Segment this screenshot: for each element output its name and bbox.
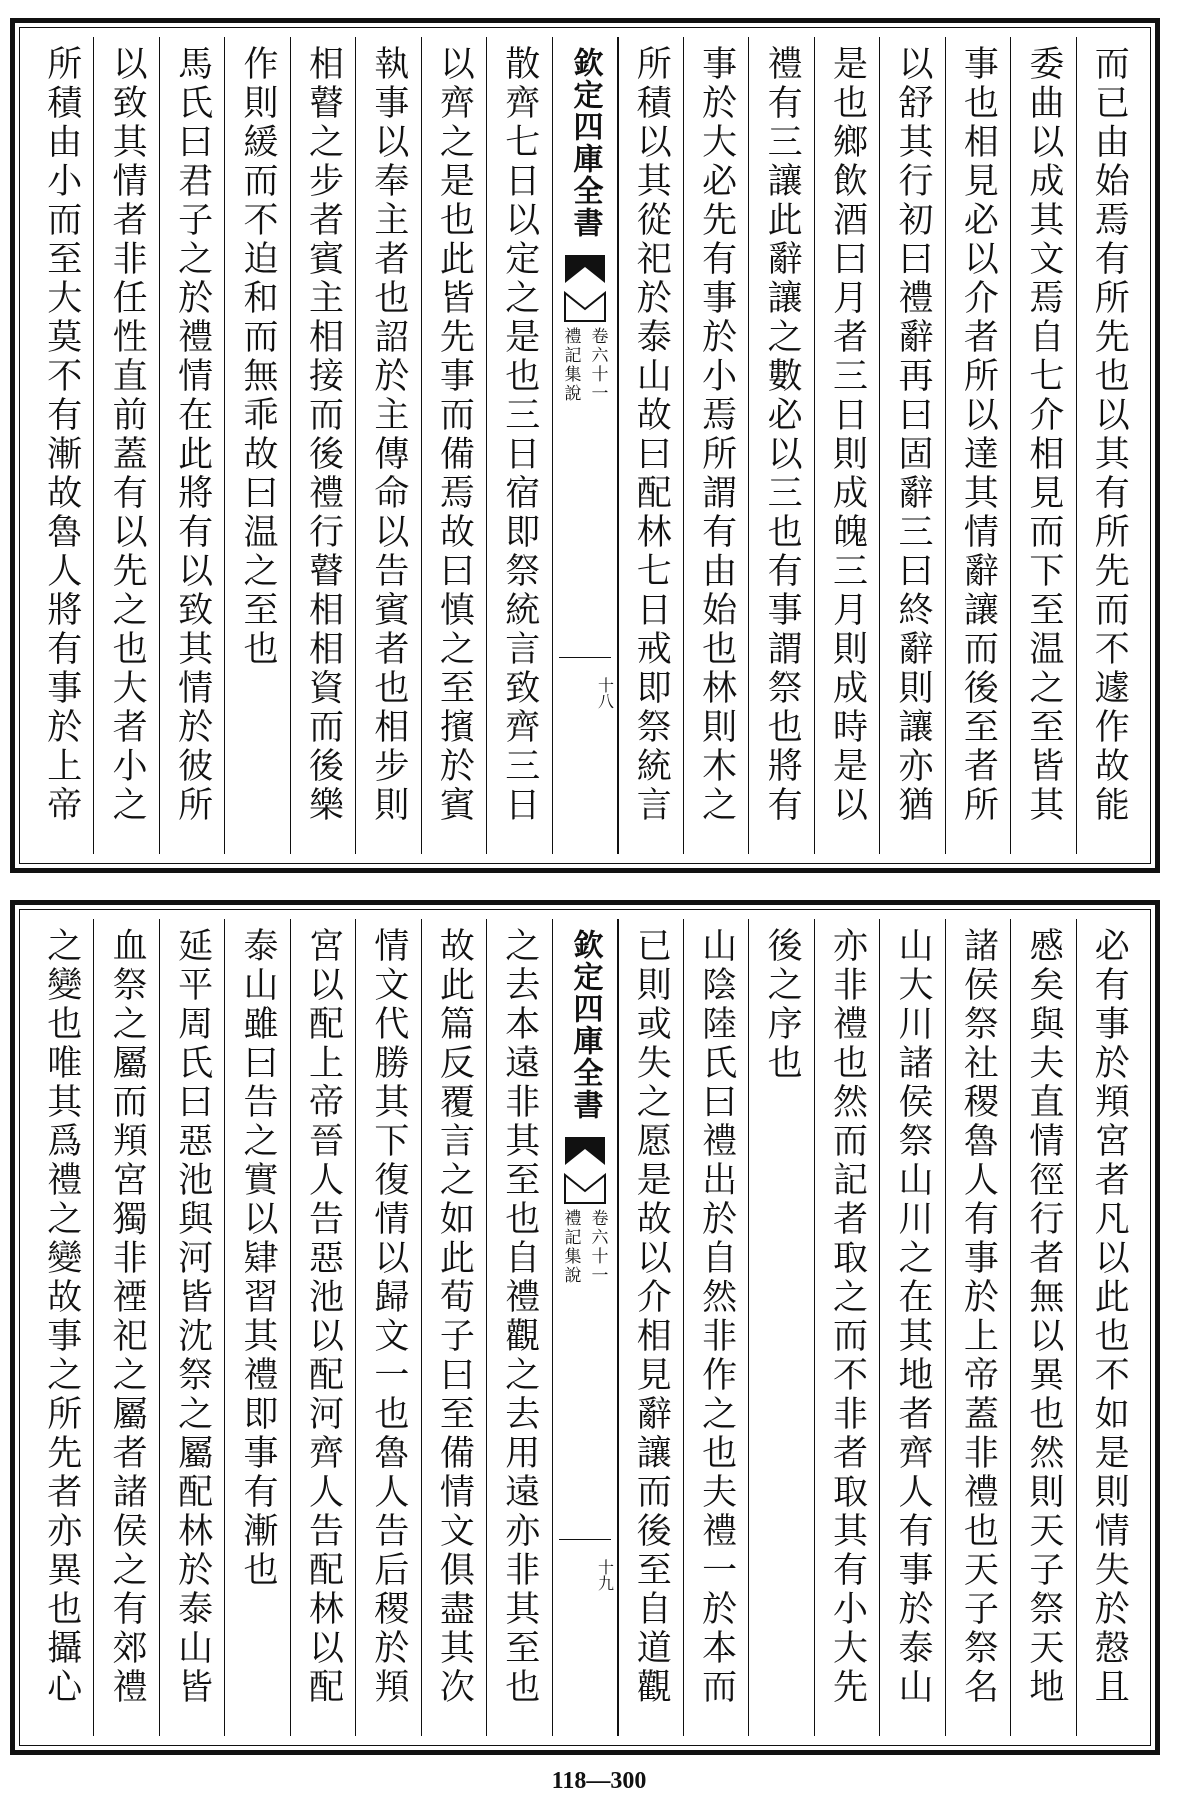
column-text: 相瞽之步者賓主相接而後禮行瞽相相資而後樂 <box>303 45 344 825</box>
top-page-panel <box>10 18 1160 873</box>
text-column <box>29 919 93 1736</box>
text-column <box>224 37 289 854</box>
text-column <box>945 919 1010 1736</box>
column-grid <box>29 919 1141 1736</box>
column-text: 亦非禮也然而記者取之而不非者取其有小大先 <box>827 927 868 1707</box>
leaf-rule <box>559 1539 611 1540</box>
text-column <box>879 37 944 854</box>
column-text: 所積由小而至大莫不有漸故魯人將有事於上帝 <box>41 45 82 825</box>
text-column <box>355 919 420 1736</box>
column-text: 必有事於頖宮者凡以此也不如是則情失於慤且 <box>1089 927 1130 1707</box>
text-column <box>814 919 879 1736</box>
leaf-number: 十八 <box>595 677 615 709</box>
column-text: 以齊之是也此皆先事而備焉故曰慎之至擯於賓 <box>434 45 475 825</box>
column-grid <box>29 37 1141 854</box>
column-text: 所積以其從祀於泰山故曰配林七日戒即祭統言 <box>631 45 672 825</box>
fishtail-ornament-icon <box>563 253 607 323</box>
column-text: 諸侯祭社稷魯人有事於上帝蓋非禮也天子祭名 <box>958 927 999 1707</box>
column-text: 馬氏曰君子之於禮情在此將有以致其情於彼所 <box>172 45 213 825</box>
center-fold-column <box>552 919 618 1736</box>
text-column <box>355 37 420 854</box>
column-text: 禮有三讓此辭讓之數必以三也有事謂祭也將有 <box>762 45 803 825</box>
text-column <box>421 919 486 1736</box>
text-column <box>29 37 93 854</box>
column-text: 泰山雖曰告之實以肄習其禮即事有漸也 <box>238 927 279 1590</box>
column-text: 情文代勝其下復情以歸文一也魯人告后稷於頖 <box>368 927 409 1707</box>
column-text: 山陰陸氏曰禮出於自然非作之也夫禮一於本而 <box>696 927 737 1707</box>
text-column <box>93 37 158 854</box>
text-column <box>618 37 683 854</box>
column-text: 而已由始焉有所先也以其有所先而不遽作故能 <box>1089 45 1130 825</box>
text-column <box>486 919 551 1736</box>
book-info <box>553 327 617 403</box>
column-text: 以舒其行初曰禮辭再曰固辭三曰終辭則讓亦猶 <box>892 45 933 825</box>
column-text: 血祭之屬而頖宮獨非禋祀之屬者諸侯之有郊禮 <box>107 927 148 1707</box>
book-title: 禮記集說 <box>560 327 581 403</box>
column-text: 之變也唯其爲禮之變故事之所先者亦異也攝心 <box>41 927 82 1707</box>
column-text: 執事以奉主者也詔於主傳命以告賓者也相步則 <box>368 45 409 825</box>
center-fold-column <box>552 37 618 854</box>
text-column <box>945 37 1010 854</box>
text-column <box>683 919 748 1736</box>
text-column <box>421 37 486 854</box>
column-text: 事於大必先有事於小焉所謂有由始也林則木之 <box>696 45 737 825</box>
text-column <box>159 919 224 1736</box>
column-text: 後之序也 <box>762 927 803 1083</box>
column-text: 事也相見必以介者所以達其情辭讓而後至者所 <box>958 45 999 825</box>
fishtail-ornament-icon <box>563 1135 607 1205</box>
column-text: 山大川諸侯祭山川之在其地者齊人有事於泰山 <box>892 927 933 1707</box>
page-number: 118—300 <box>551 1768 647 1794</box>
column-text: 是也鄉飲酒曰月者三日則成魄三月則成時是以 <box>827 45 868 825</box>
column-text: 宮以配上帝晉人告惡池以配河齊人告配林以配 <box>303 927 344 1707</box>
text-column <box>1076 919 1141 1736</box>
volume-label: 卷六十一 <box>587 327 608 403</box>
column-text: 之去本遠非其至也自禮觀之去用遠亦非其至也 <box>499 927 540 1707</box>
column-text: 慼矣與夫直情徑行者無以異也然則天子祭天地 <box>1023 927 1064 1707</box>
text-column <box>290 37 355 854</box>
text-column <box>879 919 944 1736</box>
text-column <box>159 37 224 854</box>
text-column <box>1076 37 1141 854</box>
column-text: 以致其情者非任性直前蓋有以先之也大者小之 <box>107 45 148 825</box>
text-column <box>1010 37 1075 854</box>
text-column <box>748 37 813 854</box>
collection-title: 欽定四庫全書 <box>567 929 603 1121</box>
leaf-number: 十九 <box>595 1559 615 1591</box>
column-text: 委曲以成其文焉自七介相見而下至温之至皆其 <box>1023 45 1064 825</box>
collection-title: 欽定四庫全書 <box>567 47 603 239</box>
text-column <box>748 919 813 1736</box>
column-text: 散齊七日以定之是也三日宿即祭統言致齊三日 <box>499 45 540 825</box>
book-info <box>553 1209 617 1285</box>
text-column <box>290 919 355 1736</box>
text-column <box>1010 919 1075 1736</box>
text-column <box>618 919 683 1736</box>
column-text: 故此篇反覆言之如此荀子曰至備情文俱盡其次 <box>434 927 475 1707</box>
text-column <box>93 919 158 1736</box>
bottom-page-panel <box>10 900 1160 1755</box>
leaf-rule <box>559 657 611 658</box>
text-column <box>224 919 289 1736</box>
column-text: 作則緩而不迫和而無乖故曰温之至也 <box>238 45 279 669</box>
text-column <box>683 37 748 854</box>
column-text: 延平周氏曰惡池與河皆沈祭之屬配林於泰山皆 <box>172 927 213 1707</box>
text-column <box>814 37 879 854</box>
column-text: 已則或失之愿是故以介相見辭讓而後至自道觀 <box>631 927 672 1707</box>
volume-label: 卷六十一 <box>587 1209 608 1285</box>
book-title: 禮記集說 <box>560 1209 581 1285</box>
text-column <box>486 37 551 854</box>
